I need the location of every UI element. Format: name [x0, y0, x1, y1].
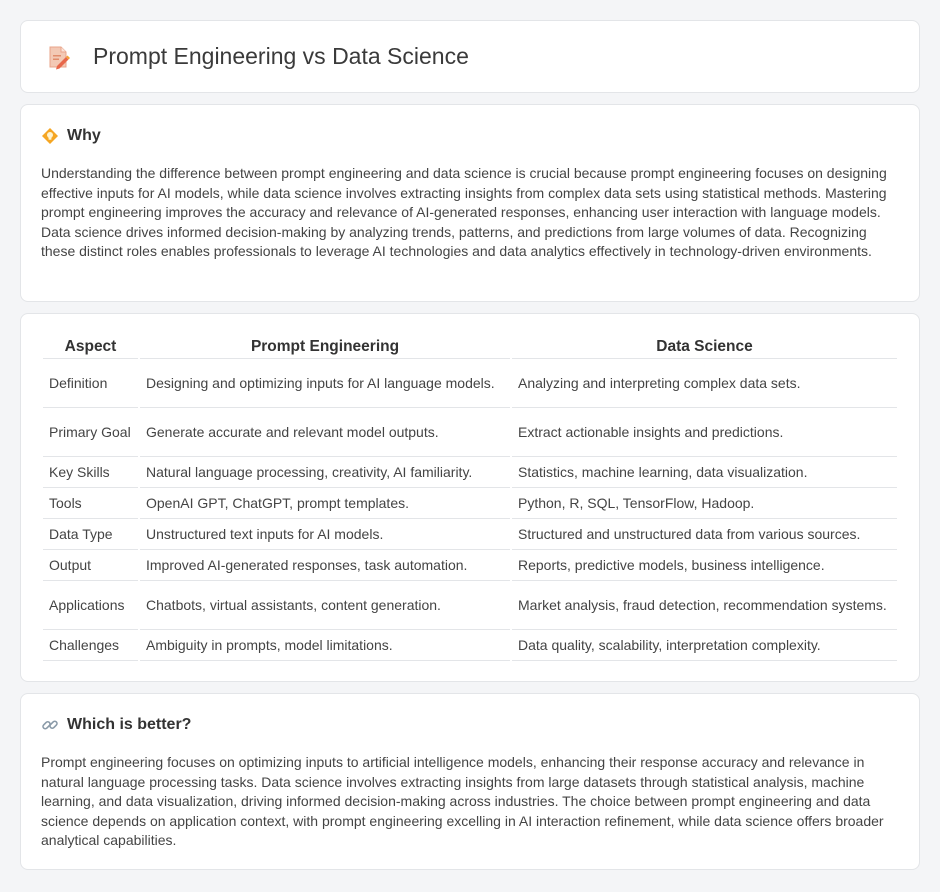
aspect-cell: Tools [43, 488, 138, 519]
prompt-engineering-cell: Natural language processing, creativity, AI familiarity. [140, 457, 510, 488]
document-pencil-icon [45, 44, 71, 70]
prompt-engineering-cell: Improved AI-generated responses, task automation. [140, 550, 510, 581]
better-heading [41, 716, 899, 734]
prompt-engineering-cell: Designing and optimizing inputs for AI language models. [140, 359, 510, 408]
table-row [43, 581, 897, 630]
header-card [20, 20, 920, 93]
page-title: Prompt Engineering vs Data Science [93, 43, 469, 69]
data-science-cell: Analyzing and interpreting complex data sets. [512, 359, 897, 408]
table-row [43, 457, 897, 488]
header-prompt-engineering: Prompt Engineering [140, 334, 510, 359]
prompt-engineering-cell: Chatbots, virtual assistants, content generation. [140, 581, 510, 630]
header-data-science: Data Science [512, 334, 897, 359]
data-science-cell: Statistics, machine learning, data visualization. [512, 457, 897, 488]
data-science-cell: Data quality, scalability, interpretation complexity. [512, 630, 897, 661]
table-row [43, 550, 897, 581]
header-aspect: Aspect [43, 334, 138, 359]
prompt-engineering-cell: Unstructured text inputs for AI models. [140, 519, 510, 550]
table-row [43, 359, 897, 408]
prompt-engineering-cell: Ambiguity in prompts, model limitations. [140, 630, 510, 661]
why-heading [41, 127, 899, 145]
table-row [43, 488, 897, 519]
table-row [43, 408, 897, 457]
lightbulb-diamond-icon [41, 127, 59, 145]
better-paragraph: Prompt engineering focuses on optimizing inputs to artificial intelligence models, enhancing their response accuracy and relevance in natural language processing tasks. Data science involves extracting insights from large datasets through statistical analysis, machine learning, and data visualization, driving informed decision-making across industries. The choice between prompt engineering and data science depends on application context, with prompt engineering excelling in AI interaction refinement, while data science offers broader analytical capabilities. [41, 754, 884, 848]
aspect-cell: Definition [43, 359, 138, 408]
data-science-cell: Structured and unstructured data from various sources. [512, 519, 897, 550]
prompt-engineering-cell: OpenAI GPT, ChatGPT, prompt templates. [140, 488, 510, 519]
aspect-cell: Key Skills [43, 457, 138, 488]
aspect-cell: Primary Goal [43, 408, 138, 457]
data-science-cell: Extract actionable insights and predictions. [512, 408, 897, 457]
table-row [43, 630, 897, 661]
comparison-table-card [20, 313, 920, 682]
why-paragraph: Understanding the difference between prompt engineering and data science is crucial because prompt engineering focuses on designing effective inputs for AI models, while data science involves extracting insights from complex data sets using statistical methods. Mastering prompt engineering improves the accuracy and relevance of AI-generated responses, enhancing user interaction with language models. Data science drives informed decision-making by analyzing trends, patterns, and predictions from large volumes of data. Recognizing these distinct roles enables professionals to leverage AI technologies and data analytics effectively in technology-driven environments. [41, 165, 887, 259]
table-header-row [43, 334, 897, 359]
data-science-cell: Market analysis, fraud detection, recommendation systems. [512, 581, 897, 630]
link-icon [41, 716, 59, 734]
better-title: Which is better? [67, 716, 192, 733]
aspect-cell: Applications [43, 581, 138, 630]
table-row [43, 519, 897, 550]
comparison-table [41, 334, 899, 661]
data-science-cell: Reports, predictive models, business intelligence. [512, 550, 897, 581]
why-section [20, 104, 920, 302]
aspect-cell: Data Type [43, 519, 138, 550]
why-title: Why [67, 127, 101, 144]
prompt-engineering-cell: Generate accurate and relevant model outputs. [140, 408, 510, 457]
data-science-cell: Python, R, SQL, TensorFlow, Hadoop. [512, 488, 897, 519]
aspect-cell: Challenges [43, 630, 138, 661]
aspect-cell: Output [43, 550, 138, 581]
which-is-better-section [20, 693, 920, 870]
